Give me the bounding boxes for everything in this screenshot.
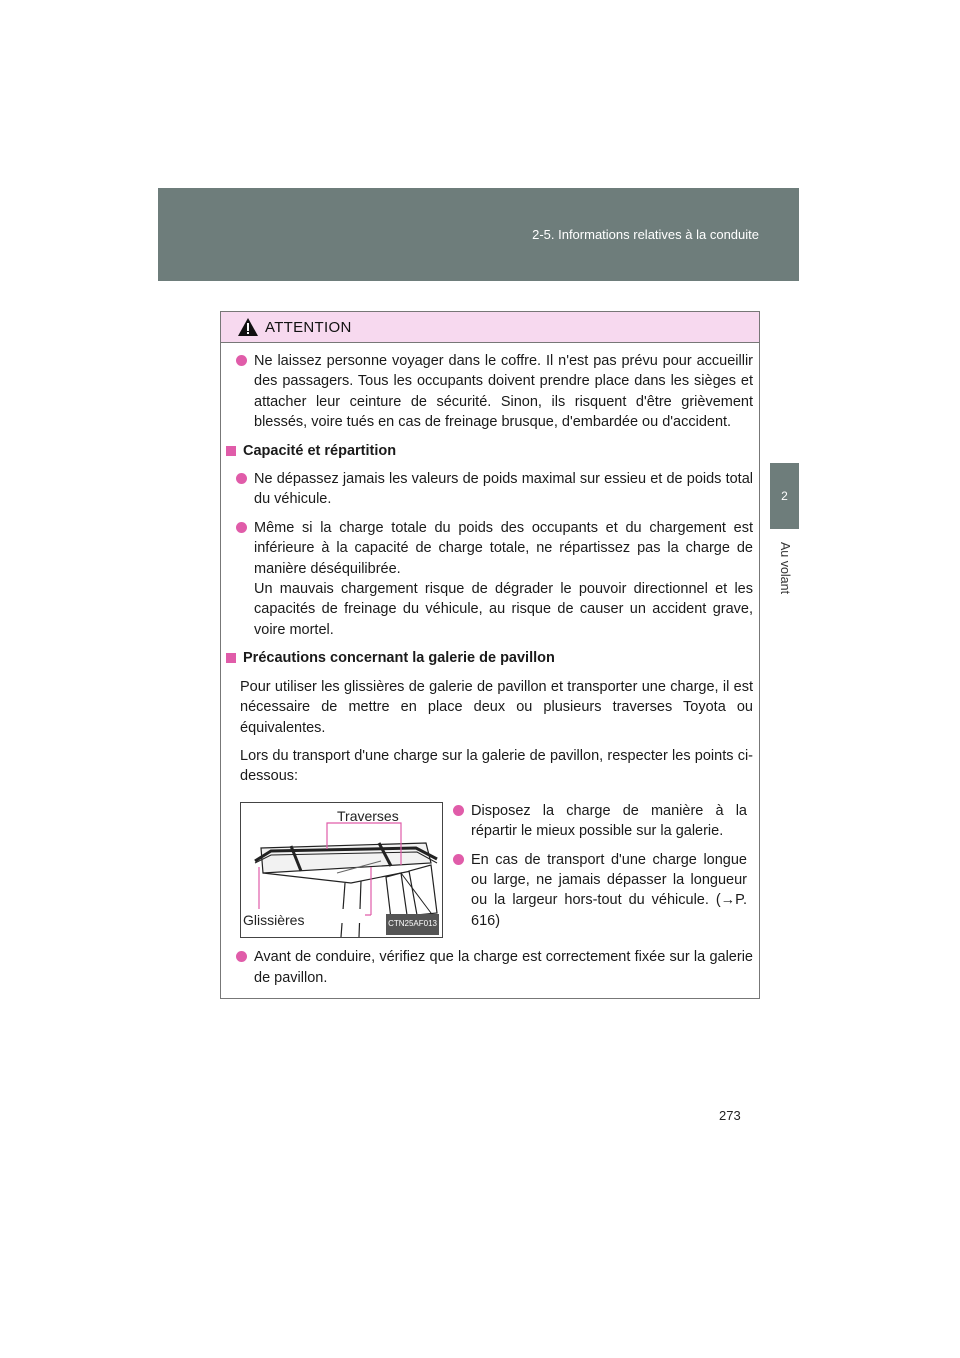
roof-rack-illustration [240,802,443,938]
section-title: 2-5. Informations relatives à la conduite [532,227,759,242]
figure-code: CTN25AF013 [386,914,439,934]
warning-title: ATTENTION [265,318,352,336]
bullet-text: Avant de conduire, vérifiez que la charge est correctement fixée sur la galerie de pavillon. [254,949,753,986]
chapter-label: Au volant [778,541,792,595]
chapter-label-container [771,528,799,608]
chapter-tab [770,463,799,529]
section-heading-capacity [225,441,753,461]
bullet-text: Ne laissez personne voyager dans le coffre. Il n'est pas prévu pour accueillir des passagers. Tous les occupants doivent prendre place dans les sièges et attacher leur ceinture de sécurité. Sinon, ils risquent d'être grièvement blessés, voire tués en cas de freinage brusque, d'embardée ou d'accident. [254,353,753,431]
square-bullet-icon [226,653,236,663]
bullet-text-continued: Un mauvais chargement risque de dégrader le pouvoir directionnel et les capacités de freinage du véhicule, au risque de causer un accident grave, voire mortel. [254,581,753,638]
bullet-dot-icon [236,522,247,533]
warning-box [220,311,760,999]
bullet-dot-icon [236,355,247,366]
bullet-dot-icon [453,805,464,816]
bullet-dot-icon [236,951,247,962]
warning-body [221,343,759,988]
figure-bullet-2 [449,850,747,932]
warning-header [221,312,759,343]
bullet-text: Même si la charge totale du poids des occupants et du chargement est inférieure à la capacité de charge totale, ne répartissez pas la charge de manière déséquilibrée. [254,519,753,577]
section-header-band [158,188,799,281]
section-heading-text: Précautions concernant la galerie de pavillon [243,650,555,667]
warning-triangle-icon [237,317,259,337]
figure-label-glissieres: Glissières [243,911,305,928]
roof-rack-paragraph-2: Lors du transport d'une charge sur la galerie de pavillon, respecter les points ci-dessous: [240,747,753,785]
capacity-bullet-2 [225,518,753,640]
warning-intro-bullet [225,351,753,433]
section-heading-text: Capacité et répartition [243,442,397,459]
capacity-bullet-1 [225,469,753,510]
roof-rack-paragraph-1: Pour utiliser les glissières de galerie de pavillon et transporter une charge, il est nécessaire de mettre en place deux ou plusieurs traverses Toyota ou équivalentes. [240,678,753,736]
chapter-number: 2 [781,489,788,503]
page-number: 273 [719,1108,741,1123]
bullet-dot-icon [453,854,464,865]
square-bullet-icon [226,446,236,456]
figure-row [225,801,753,939]
bullet-text: Ne dépassez jamais les valeurs de poids maximal sur essieu et de poids total du véhicule. [254,471,753,508]
bullet-text: Disposez la charge de manière à la répartir le mieux possible sur la galerie. [471,802,747,840]
bullet-text: En cas de transport d'une charge longue ou large, ne jamais dépasser la longueur ou la largeur hors-tout du véhicule. (→P. 616) [471,851,747,929]
final-bullet [225,947,753,988]
section-heading-roof-rack [225,648,753,668]
figure-bullet-1 [449,801,747,842]
figure-bullets [449,801,753,939]
bullet-dot-icon [236,473,247,484]
figure-label-traverses: Traverses [337,807,399,824]
